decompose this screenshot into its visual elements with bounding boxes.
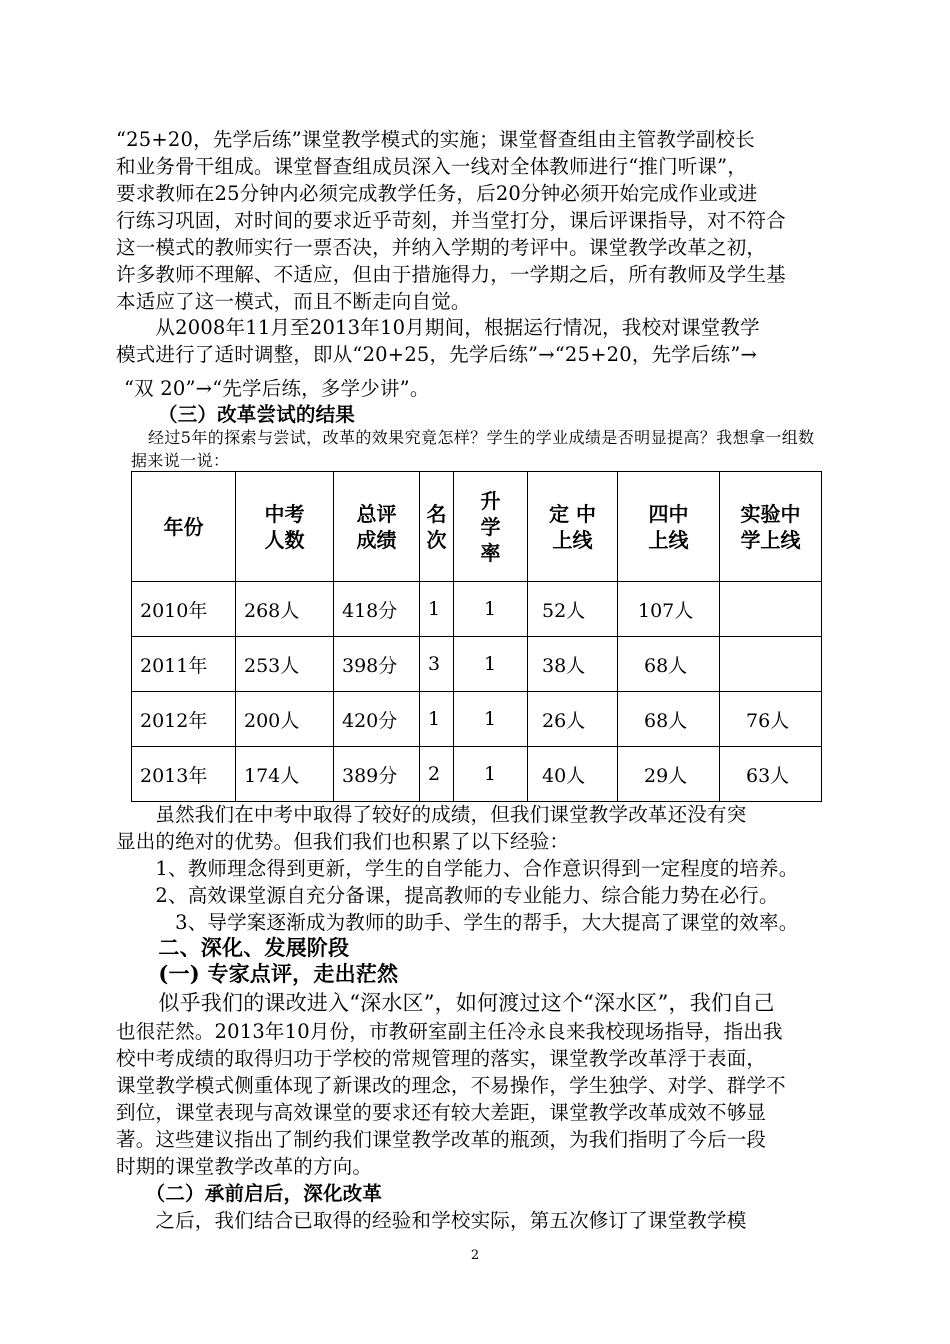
header-exam-count: 中考 人数: [236, 472, 334, 582]
cell: 1: [420, 582, 454, 637]
section-title: （三）改革尝试的结果: [158, 403, 356, 426]
cell: 40人: [528, 747, 618, 802]
cell: 63人: [720, 747, 822, 802]
section-title: 二、深化、发展阶段: [116, 935, 350, 960]
table-row: [132, 582, 822, 637]
cell: 1: [420, 692, 454, 747]
cell: 1: [454, 747, 528, 802]
cell: 68人: [618, 637, 720, 692]
text-line: 从2008年11月至2013年10月期间，根据运行情况，我校对课堂教学: [116, 316, 760, 339]
cell: 1: [454, 582, 528, 637]
cell: 200人: [236, 692, 334, 747]
cell: 420分: [334, 692, 420, 747]
cell: 2010年: [132, 582, 236, 637]
cell: 29人: [618, 747, 720, 802]
header-shiyan: 实验中 学上线: [720, 472, 822, 582]
cell: 3: [420, 637, 454, 692]
table-row: [132, 692, 822, 747]
list-item: 1、教师理念得到更新，学生的自学能力、合作意识得到一定程度的培养。: [116, 857, 799, 880]
text-line: “25+20，先学后练”课堂教学模式的实施；课堂督查组由主管教学副校长: [116, 128, 755, 151]
cell: 174人: [236, 747, 334, 802]
header-sizhong: 四中 上线: [618, 472, 720, 582]
cell: 76人: [720, 692, 822, 747]
cell: [720, 637, 822, 692]
list-item: 3、导学案逐渐成为教师的助手、学生的帮手，大大提高了课堂的效率。: [116, 911, 799, 934]
text-line: 本适应了这一模式，而且不断走向自觉。: [116, 290, 471, 313]
intro-line: 据来说一说：: [131, 451, 230, 470]
text-line: 似乎我们的课改进入“深水区”，如何渡过这个“深水区”，我们自己: [116, 991, 775, 1015]
page-number: 2: [470, 1248, 480, 1263]
subsection-title: （二）承前启后，深化改革: [116, 1182, 383, 1205]
text-line: 时期的课堂教学改革的方向。: [116, 1155, 373, 1178]
table-row: [132, 747, 822, 802]
text-line: “双 20”→“先学后练，多学少讲”。: [124, 377, 430, 400]
text-line: 之后，我们结合已取得的经验和学校实际，第五次修订了课堂教学模: [116, 1209, 747, 1232]
text-line: 许多教师不理解、不适应，但由于措施得力，一学期之后，所有教师及学生基: [116, 263, 786, 286]
text-line: 要求教师在25分钟内必须完成教学任务，后20分钟必须开始完成作业或进: [116, 182, 758, 205]
table-row: [132, 637, 822, 692]
list-item: 2、高效课堂源自充分备课，提高教师的专业能力、综合能力势在必行。: [116, 884, 779, 907]
cell: 253人: [236, 637, 334, 692]
cell: 418分: [334, 582, 420, 637]
cell: 2013年: [132, 747, 236, 802]
cell: 268人: [236, 582, 334, 637]
header-dingzhong: 定 中 上线: [528, 472, 618, 582]
subsection-title: (一) 专家点评，走出茫然: [116, 961, 399, 986]
text-line: 显出的绝对的优势。但我们我们也积累了以下经验：: [116, 830, 570, 853]
results-table: [131, 471, 822, 802]
cell: 68人: [618, 692, 720, 747]
header-year: 年份: [132, 472, 236, 582]
text-line: 和业务骨干组成。课堂督查组成员深入一线对全体教师进行“推门听课”，: [116, 155, 748, 178]
cell: 1: [454, 692, 528, 747]
text-line: 校中考成绩的取得归功于学校的常规管理的落实，课堂教学改革浮于表面，: [116, 1047, 767, 1070]
text-line: 到位，课堂表现与高效课堂的要求还有较大差距，课堂教学改革成效不够显: [116, 1101, 767, 1124]
header-total-score: 总评 成绩: [334, 472, 420, 582]
header-rate: 升学率: [454, 472, 528, 582]
cell: 2012年: [132, 692, 236, 747]
text-line: 著。这些建议指出了制约我们课堂教学改革的瓶颈，为我们指明了今后一段: [116, 1128, 767, 1151]
text-line: 课堂教学模式侧重体现了新课改的理念，不易操作，学生独学、对学、群学不: [116, 1074, 786, 1097]
cell: 2011年: [132, 637, 236, 692]
cell: [720, 582, 822, 637]
intro-line: 经过5年的探索与尝试，改革的效果究竟怎样？学生的学业成绩是否明显提高？我想拿一组数: [148, 428, 815, 447]
cell: 2: [420, 747, 454, 802]
table-header-row: [132, 472, 822, 582]
cell: 398分: [334, 637, 420, 692]
text-line: 虽然我们在中考中取得了较好的成绩，但我们课堂教学改革还没有突: [116, 803, 747, 826]
cell: 26人: [528, 692, 618, 747]
text-line: 行练习巩固，对时间的要求近乎苛刻，并当堂打分，课后评课指导，对不符合: [116, 209, 786, 232]
cell: 389分: [334, 747, 420, 802]
header-rank: 名次: [420, 472, 454, 582]
cell: 38人: [528, 637, 618, 692]
cell: 52人: [528, 582, 618, 637]
text-line: 这一模式的教师实行一票否决，并纳入学期的考评中。课堂教学改革之初，: [116, 236, 767, 259]
text-line: 模式进行了适时调整，即从“20+25，先学后练”→“25+20，先学后练”→: [116, 343, 758, 366]
text-line: 也很茫然。2013年10月份，市教研室副主任冷永良来我校现场指导，指出我: [116, 1020, 783, 1043]
cell: 1: [454, 637, 528, 692]
cell: 107人: [618, 582, 720, 637]
